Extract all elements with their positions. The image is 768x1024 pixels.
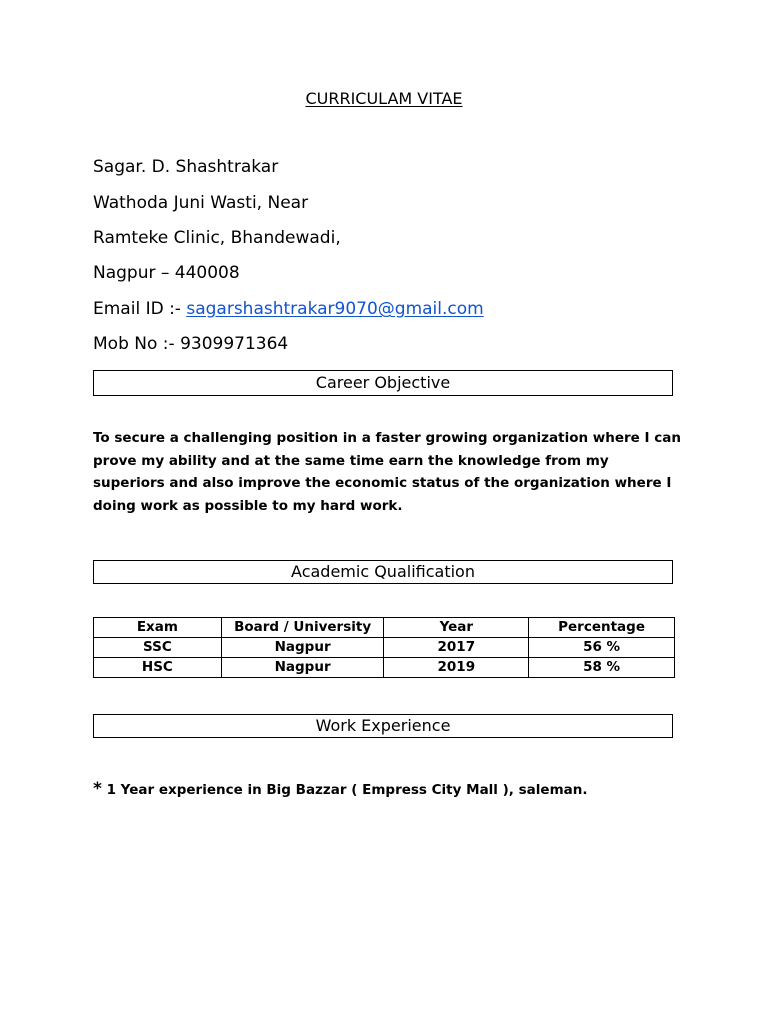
address-line-2: Ramteke Clinic, Bhandewadi, <box>93 228 341 248</box>
document-title: CURRICULAM VITAE <box>305 89 463 108</box>
work-experience-item <box>93 779 587 799</box>
table-cell-year: 2017 <box>384 638 529 658</box>
table-cell-percentage: 58 % <box>529 658 675 678</box>
column-header-year: Year <box>384 618 529 638</box>
email-label: Email ID :- <box>93 299 187 319</box>
work-experience-text: 1 Year experience in Big Bazzar ( Empress City Mall ), saleman. <box>106 782 588 798</box>
bullet-marker: * <box>93 779 102 799</box>
table-cell-exam: SSC <box>94 638 222 658</box>
table-cell-year: 2019 <box>384 658 529 678</box>
address-line-1: Wathoda Juni Wasti, Near <box>93 193 309 213</box>
table-cell-percentage: 56 % <box>529 638 675 658</box>
mobile-number: 9309971364 <box>180 334 289 354</box>
address-line-3: Nagpur – 440008 <box>93 263 240 283</box>
mobile-row <box>93 334 288 354</box>
email-link[interactable]: sagarshashtrakar9070@gmail.com <box>186 299 484 319</box>
contact-name: Sagar. D. Shashtrakar <box>93 157 279 177</box>
table-header-row <box>94 618 675 638</box>
academic-qualification-heading: Academic Qualification <box>93 560 673 584</box>
table-row <box>94 658 675 678</box>
career-objective-text: To secure a challenging position in a faster growing organization where I can prove my ability and at the same time earn the knowledge from my superiors and also improve the economic status of the organization where I doing work as possible to my hard work. <box>93 430 681 514</box>
table-cell-board: Nagpur <box>221 638 384 658</box>
email-row <box>93 299 484 319</box>
column-header-exam: Exam <box>94 618 222 638</box>
work-experience-heading: Work Experience <box>93 714 673 738</box>
table-cell-board: Nagpur <box>221 658 384 678</box>
column-header-percentage: Percentage <box>529 618 675 638</box>
table-cell-exam: HSC <box>94 658 222 678</box>
qualifications-table <box>93 617 675 678</box>
column-header-board: Board / University <box>221 618 384 638</box>
table-row <box>94 638 675 658</box>
career-objective-heading: Career Objective <box>93 370 673 396</box>
mobile-label: Mob No :- <box>93 334 181 354</box>
